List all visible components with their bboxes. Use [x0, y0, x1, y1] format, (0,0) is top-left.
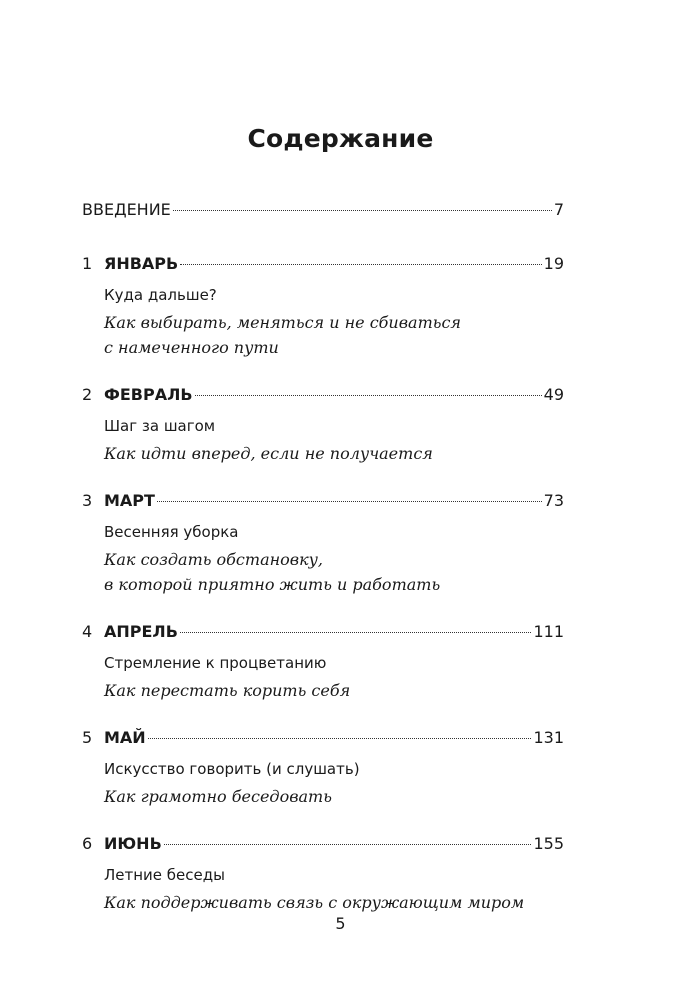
dot-leader: [148, 738, 532, 739]
toc-entry[interactable]: [82, 834, 564, 915]
page-number: 5: [335, 914, 346, 933]
chapter-name: МАРТ: [104, 491, 155, 510]
chapter-page: 49: [543, 385, 564, 404]
toc-entry[interactable]: [82, 622, 564, 703]
dot-leader: [157, 501, 542, 502]
chapter-number: 6: [82, 834, 93, 853]
chapter-subtitle: Стремление к процветанию: [104, 654, 327, 672]
chapter-description: Как поддерживать связь с окружающим миром: [104, 893, 525, 912]
intro-page: 7: [553, 200, 564, 219]
chapter-name: ФЕВРАЛЬ: [104, 385, 193, 404]
chapter-name: АПРЕЛЬ: [104, 622, 178, 641]
chapter-description: Как перестать корить себя: [104, 681, 351, 700]
chapter-number: 3: [82, 491, 93, 510]
dot-leader: [180, 632, 532, 633]
dot-leader: [173, 210, 552, 211]
chapter-page: 131: [533, 728, 564, 747]
chapter-name: МАЙ: [104, 728, 146, 747]
chapter-page: 111: [533, 622, 564, 641]
dot-leader: [164, 844, 532, 845]
chapter-number: 2: [82, 385, 93, 404]
toc-entry[interactable]: [82, 728, 564, 809]
toc-entry-intro[interactable]: [82, 200, 564, 226]
chapter-description: Как создать обстановку, в которой приятно жить и работать: [104, 550, 441, 594]
chapter-page: 73: [543, 491, 564, 510]
chapter-name: ИЮНЬ: [104, 834, 162, 853]
chapter-subtitle: Летние беседы: [104, 866, 225, 884]
chapter-description: Как выбирать, меняться и не сбиваться с намеченного пути: [104, 313, 462, 357]
chapter-number: 1: [82, 254, 93, 273]
intro-label: ВВЕДЕНИЕ: [82, 200, 171, 219]
table-of-contents: [82, 200, 564, 940]
dot-leader: [195, 395, 542, 396]
chapter-number: 4: [82, 622, 93, 641]
chapter-subtitle: Весенняя уборка: [104, 523, 239, 541]
chapter-name: ЯНВАРЬ: [104, 254, 179, 273]
chapter-subtitle: Шаг за шагом: [104, 417, 216, 435]
chapter-subtitle: Искусство говорить (и слушать): [104, 760, 360, 778]
toc-entry[interactable]: [82, 254, 564, 360]
chapter-page: 155: [533, 834, 564, 853]
chapter-page: 19: [543, 254, 564, 273]
toc-entry[interactable]: [82, 491, 564, 597]
toc-entry[interactable]: [82, 385, 564, 466]
dot-leader: [180, 264, 541, 265]
chapter-description: Как грамотно беседовать: [104, 787, 332, 806]
chapter-description: Как идти вперед, если не получается: [104, 444, 433, 463]
chapter-subtitle: Куда дальше?: [104, 286, 217, 304]
chapter-number: 5: [82, 728, 93, 747]
page-title: Содержание: [247, 124, 434, 153]
